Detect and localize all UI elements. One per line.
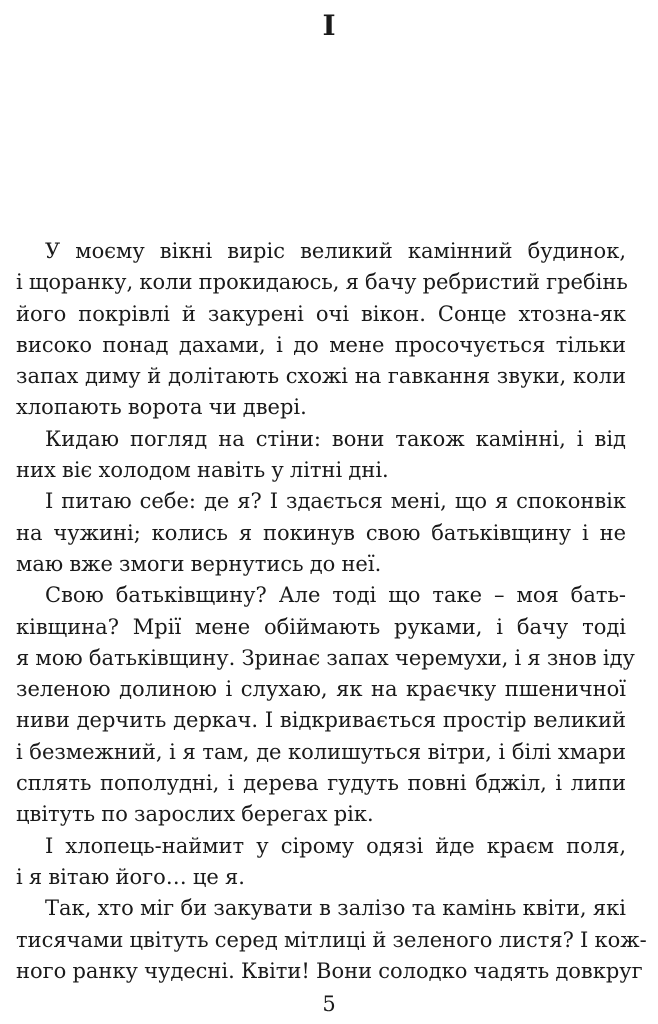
text-line: хлопають ворота чи двері. (16, 395, 307, 420)
text-line: запах диму й долітають схожі на гавкання звуки, коли (16, 364, 626, 389)
text-line: І питаю себе: де я? І здається мені, що я споконвік (45, 489, 626, 514)
text-line: ного ранку чудесні. Квіти! Вони солодко чадять довкруг (16, 958, 643, 983)
text-line: маю вже змоги вернутись до неї. (16, 551, 382, 576)
chapter-title: I (322, 9, 336, 42)
text-line: І хлопець-наймит у сірому одязі йде краєм поля, (45, 833, 626, 858)
text-line: ківщина? Мрії мене обіймають руками, і бачу тоді (16, 614, 626, 639)
text-line: і я вітаю його… це я. (16, 864, 245, 889)
text-line: У моєму вікні виріс великий камінний будинок, (45, 239, 626, 263)
page-number: 5 (322, 992, 336, 1016)
text-line: його покрівлі й закурені очі вікон. Сонце хтозна-як (16, 301, 626, 326)
text-line: високо понад дахами, і до мене просочується тільки (16, 332, 626, 357)
text-line: і щоранку, коли прокидаюсь, я бачу ребристий гребінь (16, 270, 628, 295)
text-line: на чужині; колись я покинув свою батьківщину і не (16, 520, 626, 545)
text-line: і безмежний, і я там, де колишуться вітри, і білі хмари (16, 739, 626, 764)
text-line: них віє холодом навіть у літні дні. (16, 458, 389, 483)
text-line: зеленою долиною і слухаю, як на краєчку пшеничної (16, 677, 626, 702)
text-line: сплять пополудні, і дерева гудуть повні бджіл, і липи (16, 771, 626, 796)
body-text (16, 236, 647, 987)
text-line: Так, хто міг би закувати в залізо та камінь квіти, які (45, 896, 626, 921)
text-line: тисячами цвітуть серед мітлиці й зеленого листя? І кож- (16, 927, 647, 952)
text-line: Кидаю погляд на стіни: вони також камінні, і від (45, 426, 626, 451)
text-line: цвітуть по зарослих берегах рік. (16, 802, 374, 827)
text-line: я мою батьківщину. Зринає запах черемухи, і я знов іду (16, 645, 635, 670)
text-line: Свою батьківщину? Але тоді що таке – моя бать- (45, 583, 626, 608)
text-line: ниви дерчить деркач. І відкривається простір великий (16, 708, 626, 733)
